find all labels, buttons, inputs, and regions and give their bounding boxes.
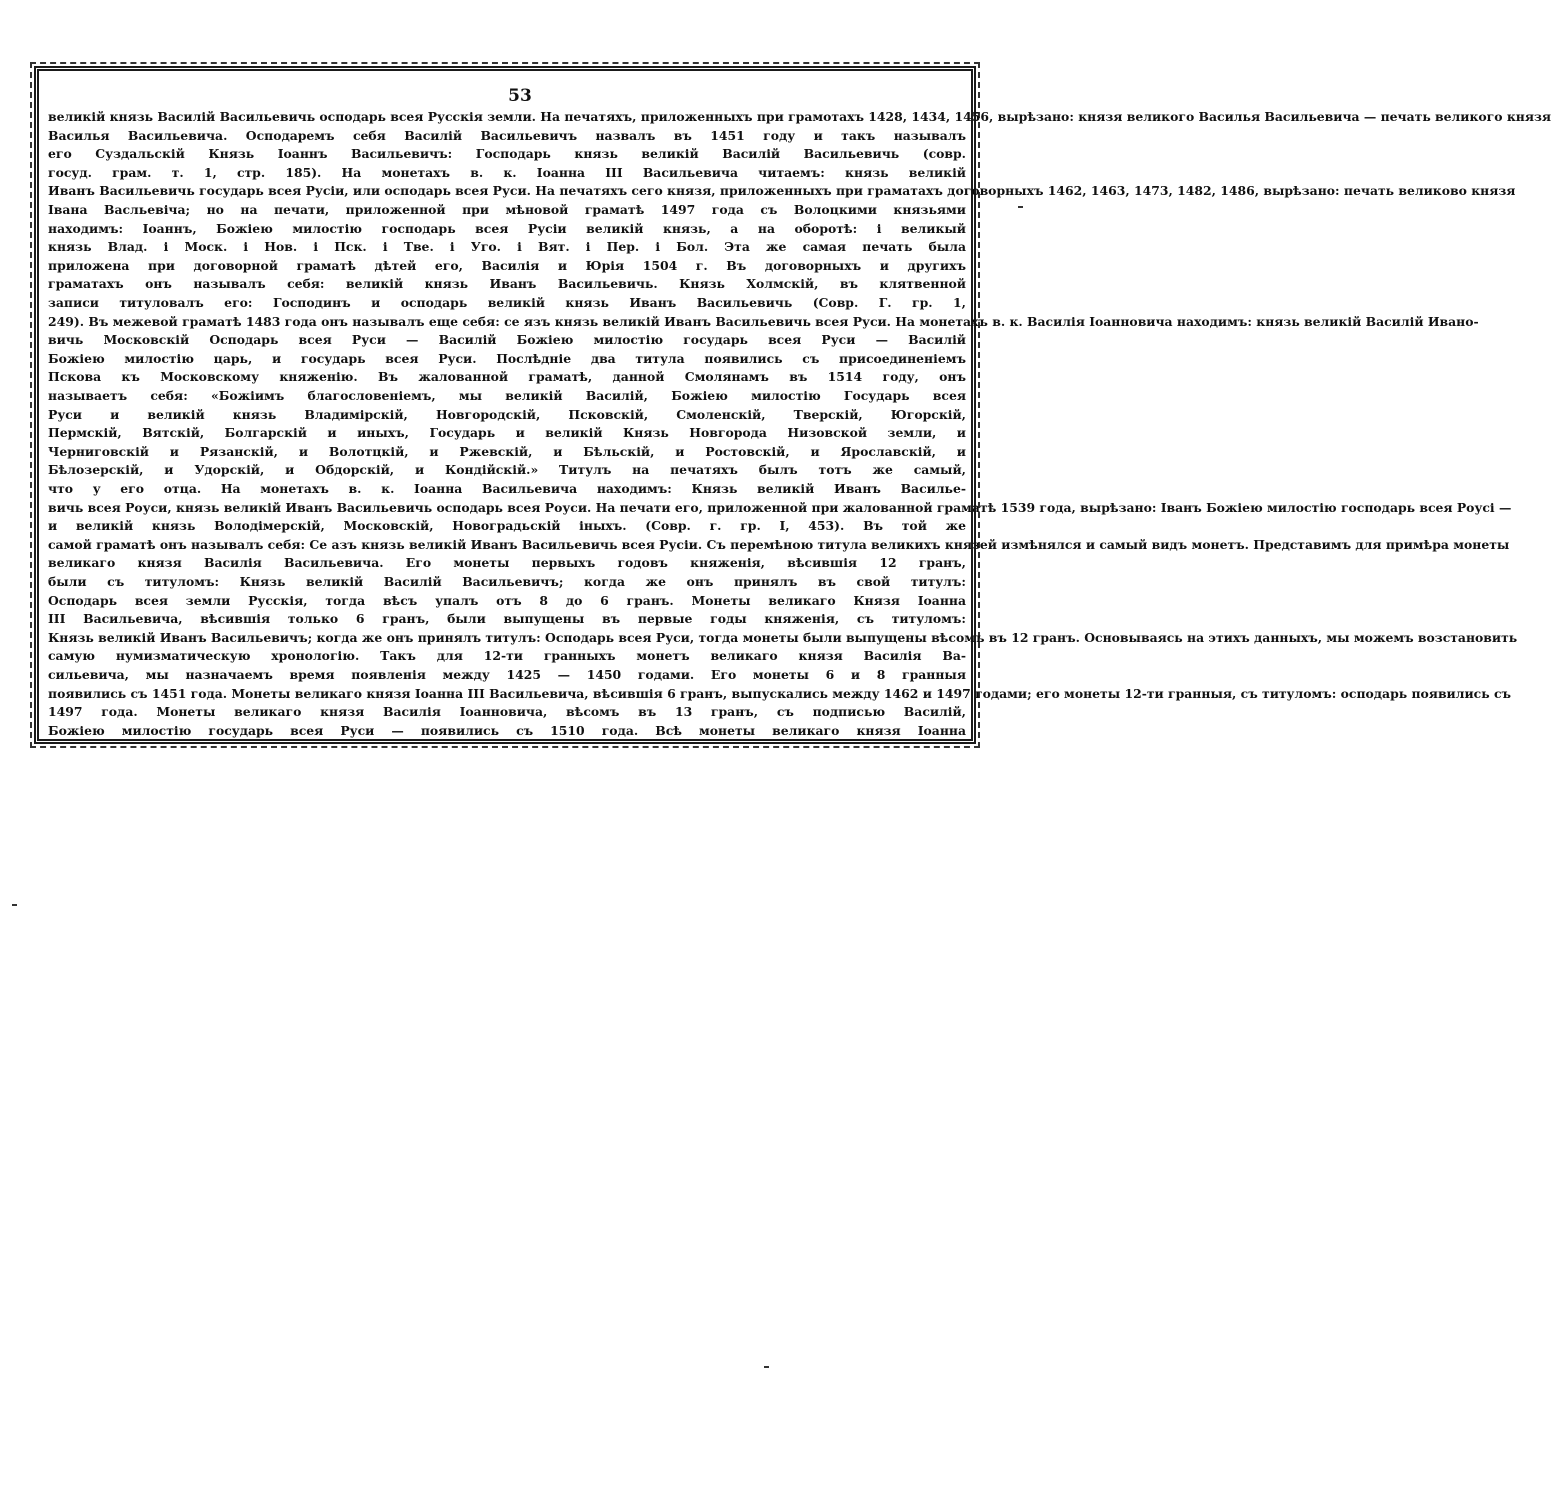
text-line: Князь великій Иванъ Васильевичъ; когда же онъ принялъ титулъ: Осподарь всея Руси, тогда монеты были выпущены вѣсомъ въ 12 гранъ. Основываясь на этихъ данныхъ, мы можемъ возстановить [48, 629, 1518, 645]
text-line: князь Влад. і Моск. і Нов. і Пск. і Тве. і Уго. і Вят. і Пер. і Бол. Эта же самая печать была [48, 239, 966, 255]
text-line: его Суздальскій Князь Іоаннъ Васильевичъ: Господарь князь великій Василій Васильевичь (совр. [48, 146, 966, 162]
text-line: великій князь Василій Васильевичь осподарь всея Русскія земли. На печатяхъ, приложенныхъ при грамотахъ 1428, 1434, 1456, вырѣзано: князя великого Василья Васильевича — печать великого князя [48, 109, 1551, 124]
scan-speck [764, 1366, 769, 1368]
scan-speck [1018, 206, 1023, 208]
page-number: 53 [508, 86, 532, 106]
text-line: 249). Въ межевой граматѣ 1483 года онъ называлъ еще себя: се язъ князь великій Иванъ Васильевичь всея Руси. На монетахъ в. к. Василія Іоанновича находимъ: князь великій Василій Ивано- [48, 313, 1479, 329]
text-line: великаго князя Василія Васильевича. Его монеты первыхъ годовъ княженія, вѣсившія 12 гранъ, [48, 555, 966, 571]
text-line: приложена при договорной граматѣ дѣтей его, Василія и Юрія 1504 г. Въ договорныхъ и другихъ [48, 257, 966, 273]
text-line: Пскова къ Московскому княженію. Въ жалованной граматѣ, данной Смолянамъ въ 1514 году, онъ [48, 369, 966, 385]
text-line: вичь всея Роуси, князь великій Иванъ Васильевичь осподарь всея Роуси. На печати его, приложенной при жалованной граматѣ 1539 года, вырѣзано: Іванъ Божіею милостію господарь всея Роусі — [48, 499, 1512, 515]
text-line: Черниговскій и Рязанскій, и Волотцкій, и Ржевскій, и Бѣльскій, и Ростовскій, и Ярославскій, и [48, 443, 966, 459]
text-line: госуд. грам. т. 1, стр. 185). На монетахъ в. к. Іоанна III Васильевича читаемъ: князь великій [48, 164, 966, 180]
text-line: Божіею милостію царь, и государь всея Руси. Послѣдніе два титула появились съ присоединеніемъ [48, 350, 966, 366]
text-line: самую нумизматическую хронологію. Такъ для 12-ти гранныхъ монетъ великаго князя Василія Ва- [48, 648, 966, 664]
text-line: 1497 года. Монеты великаго князя Василія Іоанновича, вѣсомъ въ 13 гранъ, съ подписью Василій, [48, 704, 966, 720]
text-line: самой граматѣ онъ называлъ себя: Се азъ князь великій Иванъ Васильевичь всея Русіи. Съ перемѣною титула великихъ князей измѣнялся и самый видъ монетъ. Представимъ для примѣра монеты [48, 536, 1510, 552]
text-line: записи титуловалъ его: Господинъ и осподарь великій князь Иванъ Васильевичь (Совр. Г. гр. 1, [48, 295, 966, 310]
text-line: что у его отца. На монетахъ в. к. Іоанна Васильевича находимъ: Князь великій Иванъ Василье- [48, 481, 966, 496]
text-line: граматахъ онъ называлъ себя: великій князь Иванъ Васильевичь. Князь Холмскій, въ клятвенной [48, 276, 966, 292]
text-line: находимъ: Іоаннъ, Божіею милостію господарь всея Русіи великій князь, а на оборотѣ: і великый [48, 220, 966, 236]
scan-speck [12, 904, 17, 906]
text-line: Осподарь всея земли Русскія, тогда вѣсъ упалъ отъ 8 до 6 гранъ. Монеты великаго Князя Іоанна [48, 592, 966, 608]
text-line: Руси и великій князь Владимірскій, Новгородскій, Псковскій, Смоленскій, Тверскій, Югорскій, [48, 406, 966, 422]
text-line: сильевича, мы назначаемъ время появленія между 1425 — 1450 годами. Его монеты 6 и 8 гранныя [48, 667, 966, 682]
text-line: Иванъ Васильевичь государь всея Русіи, или осподарь всея Руси. На печатяхъ сего князя, приложенныхъ при граматахъ договорныхъ 1462, 1463, 1473, 1482, 1486, вырѣзано: печать великово князя [48, 183, 1516, 199]
page-body-text [48, 108, 1551, 740]
text-line: Бѣлозерскій, и Удорскій, и Обдорскій, и Кондійскій.» Титулъ на печатяхъ былъ тотъ же самый, [48, 462, 966, 478]
text-line: III Васильевича, вѣсившія только 6 гранъ, были выпущены въ первые годы княженія, съ титуломъ: [48, 611, 966, 627]
text-line: называетъ себя: «Божіимъ благословеніемъ, мы великій Василій, Божіею милостію Государь всея [48, 388, 966, 403]
text-line: и великій князь Володімерскій, Московскій, Новоградьскій іныхъ. (Совр. г. гр. I, 453). Въ той же [48, 518, 966, 534]
text-line: вичь Московскій Осподарь всея Руси — Василій Божіею милостію государь всея Руси — Василій [48, 332, 966, 348]
text-line: появились съ 1451 года. Монеты великаго князя Іоанна III Васильевича, вѣсившія 6 гранъ, выпускались между 1462 и 1497 годами; его монеты 12-ти гранныя, съ титуломъ: осподарь появились съ [48, 685, 1511, 701]
text-line: Василья Васильевича. Осподаремъ себя Василій Васильевичъ назвалъ въ 1451 году и такъ называлъ [48, 127, 966, 143]
text-line: Божіею милостію государь всея Руси — появились съ 1510 года. Всѣ монеты великаго князя Іоанна [48, 722, 966, 738]
text-line: Івана Васльевіча; но на печати, приложенной при мѣновой граматѣ 1497 года съ Волоцкими князьями [48, 202, 966, 217]
text-line: были съ титуломъ: Князь великій Василій Васильевичъ; когда же онъ принялъ въ свой титулъ: [48, 574, 966, 589]
text-line: Пермскій, Вятскій, Болгарскій и иныхъ, Государь и великій Князь Новгорода Низовской земли, и [48, 425, 966, 441]
